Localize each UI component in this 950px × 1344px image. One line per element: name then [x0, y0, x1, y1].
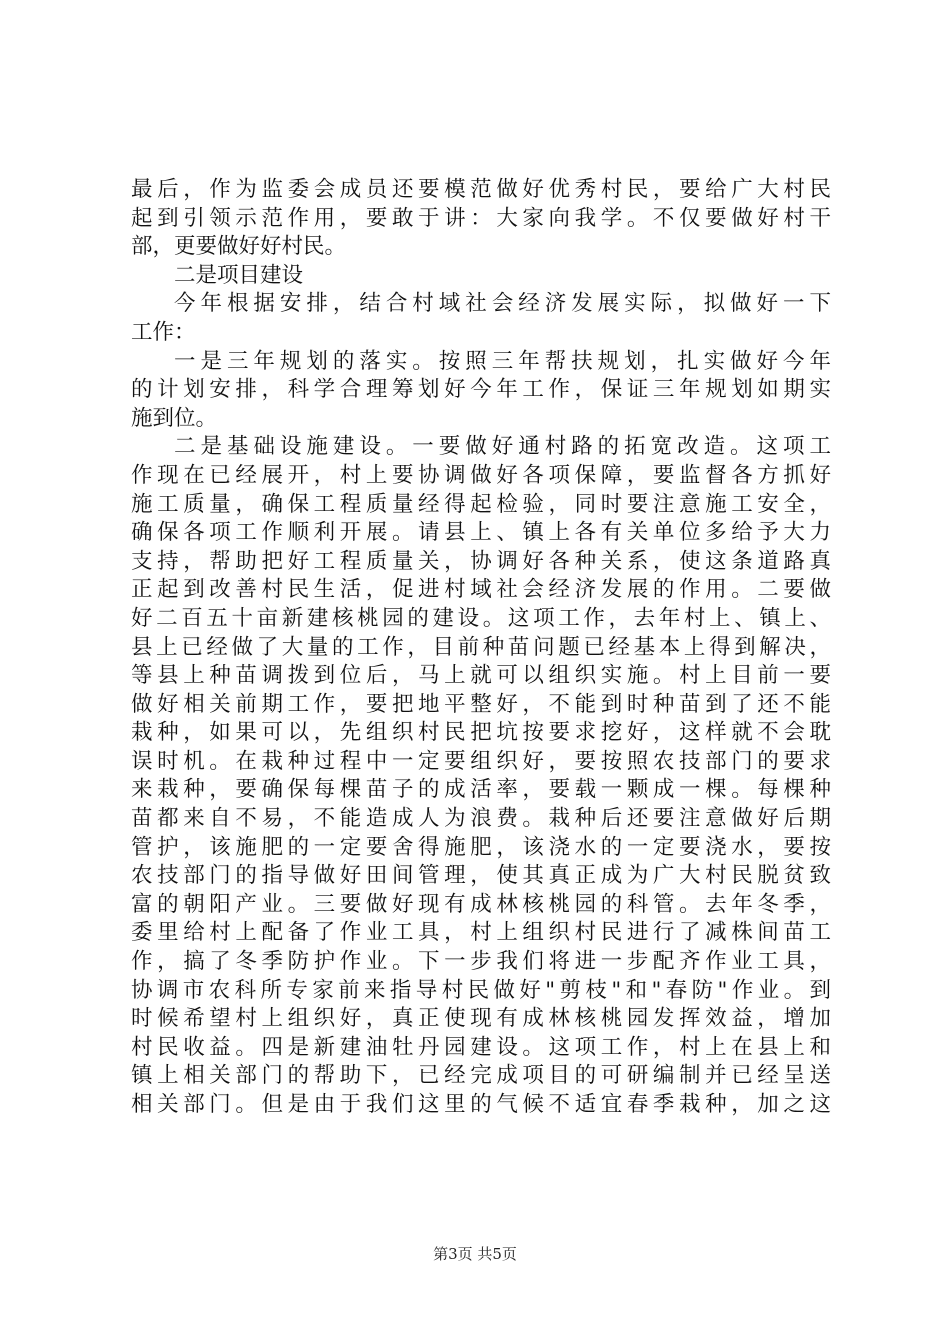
text-line: 等县上种苗调拨到位后，马上就可以组织实施。村上目前一要: [131, 663, 831, 689]
text-line: 苗都来自不易，不能造成人为浪费。栽种后还要注意做好后期: [131, 806, 831, 832]
text-line: 支持，帮助把好工程质量关，协调好各种关系，使这条道路真: [131, 548, 831, 574]
text-line: 做好相关前期工作，要把地平整好，不能到时种苗到了还不能: [131, 691, 831, 717]
text-line: 确保各项工作顺利开展。请县上、镇上各有关单位多给予大力: [131, 520, 831, 546]
page-footer: 第3页 共5页: [433, 1245, 517, 1263]
text-line: 委里给村上配备了作业工具，村上组织村民进行了减株间苗工: [131, 920, 831, 946]
text-line: 县上已经做了大量的工作，目前种苗问题已经基本上得到解决，: [131, 634, 831, 660]
text-line: 栽种，如果可以，先组织村民把坑按要求挖好，这样就不会耽: [131, 720, 831, 746]
text-line: 二是基础设施建设。一要做好通村路的拓宽改造。这项工: [174, 434, 831, 460]
text-line: 作，搞了冬季防护作业。下一步我们将进一步配齐作业工具，: [131, 949, 831, 975]
text-line: 施工质量，确保工程质量经得起检验，同时要注意施工安全，: [131, 491, 831, 517]
text-line: 二是项目建设: [174, 262, 304, 288]
text-line: 今年根据安排，结合村域社会经济发展实际，拟做好一下: [174, 291, 831, 317]
text-line: 作现在已经展开，村上要协调做好各项保障，要监督各方抓好: [131, 462, 831, 488]
text-line: 起到引领示范作用，要敢于讲：大家向我学。不仅要做好村干: [131, 205, 831, 231]
text-line: 的计划安排，科学合理筹划好今年工作，保证三年规划如期实: [131, 377, 831, 403]
text-line: 农技部门的指导做好田间管理，使其真正成为广大村民脱贫致: [131, 863, 831, 889]
text-line: 工作：: [131, 319, 196, 345]
text-line: 富的朝阳产业。三要做好现有成林核桃园的科管。去年冬季，: [131, 891, 831, 917]
text-line: 管护，该施肥的一定要舍得施肥，该浇水的一定要浇水，要按: [131, 834, 831, 860]
text-line: 好二百五十亩新建核桃园的建设。这项工作，去年村上、镇上、: [131, 605, 831, 631]
document-body: [131, 176, 831, 1120]
text-line: 镇上相关部门的帮助下，已经完成项目的可研编制并已经呈送: [131, 1063, 831, 1089]
text-line: 误时机。在栽种过程中一定要组织好，要按照农技部门的要求: [131, 748, 831, 774]
text-line: 最后，作为监委会成员还要模范做好优秀村民，要给广大村民: [131, 177, 831, 202]
text-line: 部，更要做好好村民。: [131, 234, 347, 260]
text-line: 施到位。: [131, 405, 218, 431]
text-line: 一是三年规划的落实。按照三年帮扶规划，扎实做好今年: [174, 348, 831, 374]
text-line: 时候希望村上组织好，真正使现有成林核桃园发挥效益，增加: [131, 1006, 831, 1032]
text-line: 正起到改善村民生活，促进村域社会经济发展的作用。二要做: [131, 577, 831, 603]
text-line: 村民收益。四是新建油牡丹园建设。这项工作，村上在县上和: [131, 1034, 831, 1060]
text-line: 来栽种，要确保每棵苗子的成活率，要载一颗成一棵。每棵种: [131, 777, 831, 803]
text-line: 相关部门。但是由于我们这里的气候不适宜春季栽种，加之这: [131, 1092, 831, 1117]
text-line: 协调市农科所专家前来指导村民做好"剪枝"和"春防"作业。到: [131, 977, 831, 1003]
